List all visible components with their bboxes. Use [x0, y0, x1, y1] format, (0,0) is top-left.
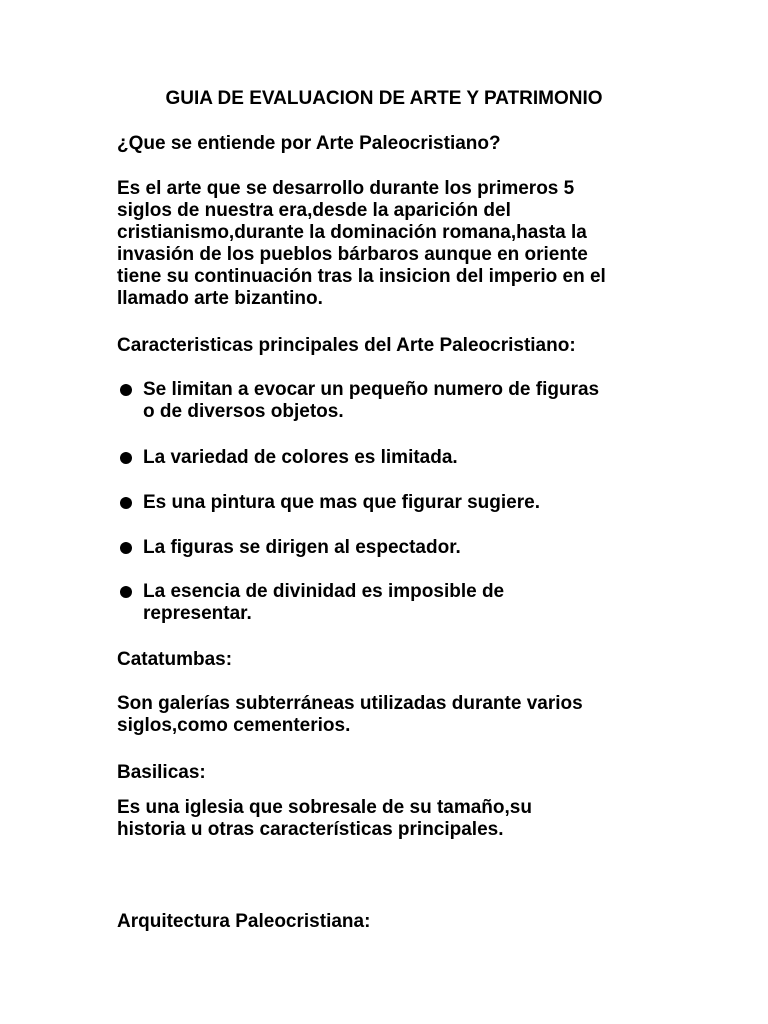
- document-title: GUIA DE EVALUACION DE ARTE Y PATRIMONIO: [165, 88, 603, 109]
- list-item-text: Es una pintura que mas que figurar sugiere.: [143, 492, 540, 513]
- bullet-icon: [120, 497, 132, 509]
- catacombs-paragraph: Son galerías subterráneas utilizadas durante varios siglos,como cementerios.: [117, 693, 583, 736]
- list-item-text: La esencia de divinidad es imposible de representar.: [143, 581, 505, 624]
- bullet-icon: [120, 542, 132, 554]
- question-heading: ¿Que se entiende por Arte Paleocristiano?: [117, 133, 501, 154]
- architecture-heading: Arquitectura Paleocristiana:: [117, 911, 371, 932]
- bullet-icon: [120, 586, 132, 598]
- basilicas-heading: Basilicas:: [117, 762, 206, 783]
- characteristics-heading: Caracteristicas principales del Arte Paleocristiano:: [117, 335, 576, 356]
- list-item-text: Se limitan a evocar un pequeño numero de figuras o de diversos objetos.: [143, 379, 600, 422]
- answer-paragraph: Es el arte que se desarrollo durante los primeros 5 siglos de nuestra era,desde la aparición del cristianismo,durante la dominación romana,hasta la invasión de los pueblos bárbaros aunque en oriente tiene su continuación tras la insicion del imperio en el llamado arte bizantino.: [117, 178, 606, 309]
- catacombs-heading: Catatumbas:: [117, 649, 233, 670]
- bullet-icon: [120, 452, 132, 464]
- basilicas-paragraph: Es una iglesia que sobresale de su tamaño,su historia u otras características principales.: [117, 797, 532, 840]
- list-item-text: La variedad de colores es limitada.: [143, 447, 458, 468]
- bullet-icon: [120, 384, 132, 396]
- list-item-text: La figuras se dirigen al espectador.: [143, 537, 461, 558]
